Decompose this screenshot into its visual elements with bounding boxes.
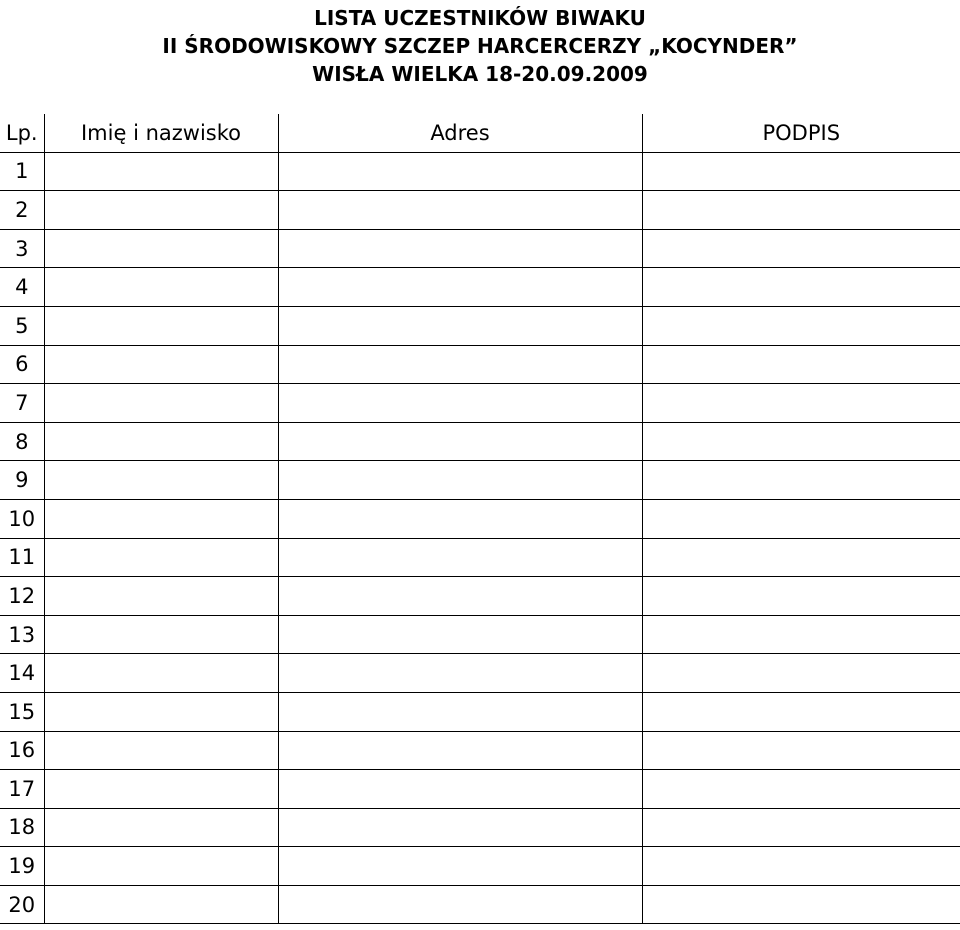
address-cell[interactable]	[278, 885, 642, 924]
address-cell[interactable]	[278, 615, 642, 654]
signature-cell[interactable]	[642, 229, 960, 268]
signature-cell[interactable]	[642, 345, 960, 384]
address-cell[interactable]	[278, 692, 642, 731]
name-cell[interactable]	[44, 499, 278, 538]
signature-cell[interactable]	[642, 654, 960, 693]
table-row	[0, 422, 960, 461]
participants-table	[0, 114, 960, 924]
header-lp: Lp.	[0, 114, 44, 152]
row-number-cell: 19	[0, 847, 44, 886]
address-cell[interactable]	[278, 306, 642, 345]
address-cell[interactable]	[278, 384, 642, 423]
row-number-cell: 20	[0, 885, 44, 924]
signature-cell[interactable]	[642, 847, 960, 886]
address-cell[interactable]	[278, 461, 642, 500]
table-row	[0, 654, 960, 693]
signature-cell[interactable]	[642, 191, 960, 230]
name-cell[interactable]	[44, 306, 278, 345]
signature-cell[interactable]	[642, 422, 960, 461]
signature-cell[interactable]	[642, 692, 960, 731]
name-cell[interactable]	[44, 268, 278, 307]
title-line-place-date: WISŁA WIELKA 18-20.09.2009	[312, 62, 648, 86]
row-number-cell: 13	[0, 615, 44, 654]
table-header-row	[0, 114, 960, 152]
signature-cell[interactable]	[642, 808, 960, 847]
name-cell[interactable]	[44, 847, 278, 886]
table-row	[0, 885, 960, 924]
name-cell[interactable]	[44, 345, 278, 384]
signature-cell[interactable]	[642, 615, 960, 654]
row-number-cell: 9	[0, 461, 44, 500]
address-cell[interactable]	[278, 731, 642, 770]
name-cell[interactable]	[44, 538, 278, 577]
name-cell[interactable]	[44, 152, 278, 191]
name-cell[interactable]	[44, 191, 278, 230]
name-cell[interactable]	[44, 577, 278, 616]
header-address: Adres	[278, 114, 642, 152]
document-title	[0, 4, 960, 88]
address-cell[interactable]	[278, 499, 642, 538]
table-row	[0, 384, 960, 423]
row-number-cell: 2	[0, 191, 44, 230]
address-cell[interactable]	[278, 268, 642, 307]
address-cell[interactable]	[278, 538, 642, 577]
table-row	[0, 191, 960, 230]
name-cell[interactable]	[44, 654, 278, 693]
table-row	[0, 847, 960, 886]
table-row	[0, 770, 960, 809]
name-cell[interactable]	[44, 808, 278, 847]
signature-cell[interactable]	[642, 384, 960, 423]
address-cell[interactable]	[278, 770, 642, 809]
row-number-cell: 15	[0, 692, 44, 731]
address-cell[interactable]	[278, 152, 642, 191]
name-cell[interactable]	[44, 885, 278, 924]
address-cell[interactable]	[278, 229, 642, 268]
table-row	[0, 306, 960, 345]
table-row	[0, 499, 960, 538]
row-number-cell: 18	[0, 808, 44, 847]
table-row	[0, 692, 960, 731]
row-number-cell: 1	[0, 152, 44, 191]
address-cell[interactable]	[278, 847, 642, 886]
table-row	[0, 615, 960, 654]
name-cell[interactable]	[44, 770, 278, 809]
name-cell[interactable]	[44, 731, 278, 770]
signature-cell[interactable]	[642, 461, 960, 500]
row-number-cell: 17	[0, 770, 44, 809]
row-number-cell: 6	[0, 345, 44, 384]
name-cell[interactable]	[44, 384, 278, 423]
signature-cell[interactable]	[642, 152, 960, 191]
address-cell[interactable]	[278, 191, 642, 230]
row-number-cell: 16	[0, 731, 44, 770]
table-row	[0, 538, 960, 577]
address-cell[interactable]	[278, 422, 642, 461]
header-signature: PODPIS	[642, 114, 960, 152]
table-row	[0, 577, 960, 616]
header-name: Imię i nazwisko	[44, 114, 278, 152]
signature-cell[interactable]	[642, 577, 960, 616]
table-row	[0, 268, 960, 307]
table-row	[0, 152, 960, 191]
address-cell[interactable]	[278, 808, 642, 847]
address-cell[interactable]	[278, 345, 642, 384]
name-cell[interactable]	[44, 461, 278, 500]
table-body	[0, 152, 960, 924]
signature-cell[interactable]	[642, 499, 960, 538]
row-number-cell: 3	[0, 229, 44, 268]
signature-cell[interactable]	[642, 268, 960, 307]
address-cell[interactable]	[278, 577, 642, 616]
row-number-cell: 4	[0, 268, 44, 307]
signature-cell[interactable]	[642, 306, 960, 345]
table-row	[0, 345, 960, 384]
row-number-cell: 7	[0, 384, 44, 423]
table-row	[0, 461, 960, 500]
row-number-cell: 11	[0, 538, 44, 577]
signature-cell[interactable]	[642, 770, 960, 809]
name-cell[interactable]	[44, 422, 278, 461]
row-number-cell: 5	[0, 306, 44, 345]
row-number-cell: 14	[0, 654, 44, 693]
row-number-cell: 10	[0, 499, 44, 538]
signature-cell[interactable]	[642, 885, 960, 924]
table-row	[0, 808, 960, 847]
name-cell[interactable]	[44, 692, 278, 731]
row-number-cell: 12	[0, 577, 44, 616]
title-line-event: LISTA UCZESTNIKÓW BIWAKU	[314, 6, 646, 30]
title-line-organization: II ŚRODOWISKOWY SZCZEP HARCERCERZY „KOCYNDER”	[162, 34, 798, 58]
name-cell[interactable]	[44, 615, 278, 654]
signature-cell[interactable]	[642, 538, 960, 577]
row-number-cell: 8	[0, 422, 44, 461]
table-row	[0, 731, 960, 770]
signature-cell[interactable]	[642, 731, 960, 770]
table-row	[0, 229, 960, 268]
address-cell[interactable]	[278, 654, 642, 693]
name-cell[interactable]	[44, 229, 278, 268]
